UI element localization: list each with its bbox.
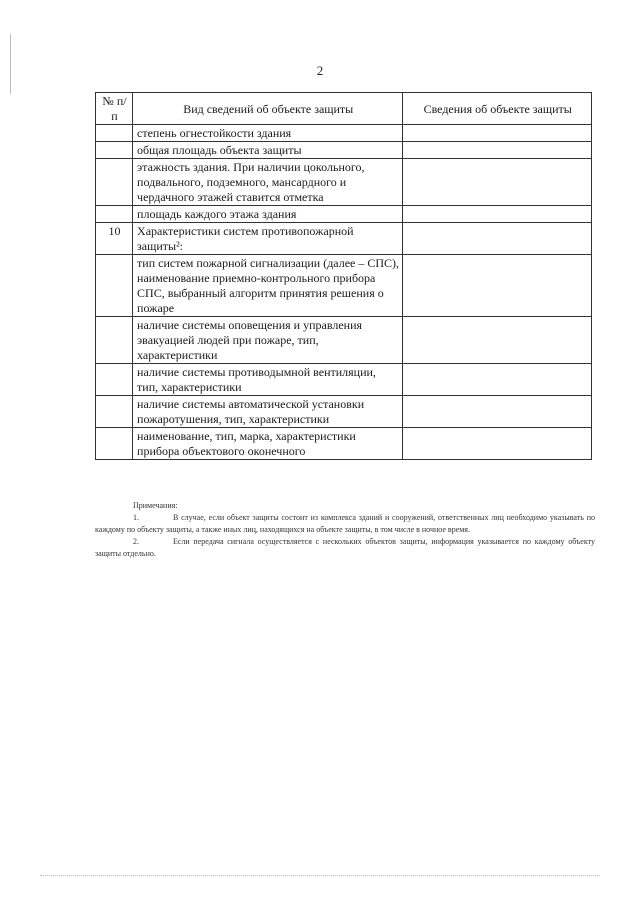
note-text: Если передача сигнала осуществляется с нескольких объектов защиты, информация указывается по каждому объекту защиты отдельно.	[95, 537, 595, 558]
notes-title: Примечания:	[133, 501, 178, 510]
row-info	[403, 125, 592, 142]
row-info	[403, 159, 592, 206]
row-kind: наличие системы оповещения и управления эвакуацией людей при пожаре, тип, характеристики	[133, 317, 403, 364]
row-info	[403, 142, 592, 159]
row-num	[96, 317, 133, 364]
header-kind: Вид сведений об объекте защиты	[133, 93, 403, 125]
note-item	[95, 536, 595, 560]
row-info	[403, 364, 592, 396]
row-kind: наименование, тип, марка, характеристики прибора объектового оконечного	[133, 428, 403, 460]
row-num	[96, 159, 133, 206]
row-info	[403, 396, 592, 428]
note-text: В случае, если объект защиты состоит из комплекса зданий и сооружений, ответственных лиц необходимо указывать по каждому по объекту защиты, а также иных лиц, находящихся на объекте защиты, в том числе в ночное время.	[95, 513, 595, 534]
table-row	[96, 396, 592, 428]
row-kind: наличие системы противодымной вентиляции, тип, характеристики	[133, 364, 403, 396]
table-header-row	[96, 93, 592, 125]
row-num	[96, 428, 133, 460]
row-num	[96, 396, 133, 428]
scan-footer-line	[40, 875, 600, 877]
row-kind: этажность здания. При наличии цокольного, подвального, подземного, мансардного и чердачного этажей ставится отметка	[133, 159, 403, 206]
row-info	[403, 223, 592, 255]
table-row	[96, 428, 592, 460]
notes-section	[95, 500, 595, 560]
table-row	[96, 317, 592, 364]
header-num: № п/п	[96, 93, 133, 125]
table-row	[96, 364, 592, 396]
table-row	[96, 223, 592, 255]
row-num	[96, 125, 133, 142]
row-kind: площадь каждого этажа здания	[133, 206, 403, 223]
table-row	[96, 255, 592, 317]
table-row	[96, 206, 592, 223]
header-info: Сведения об объекте защиты	[403, 93, 592, 125]
row-kind: Характеристики систем противопожарной защиты²:	[133, 223, 403, 255]
row-kind: степень огнестойкости здания	[133, 125, 403, 142]
page-number: 2	[316, 63, 324, 78]
row-info	[403, 317, 592, 364]
row-kind: общая площадь объекта защиты	[133, 142, 403, 159]
row-info	[403, 428, 592, 460]
row-num: 10	[96, 223, 133, 255]
note-number: 2.	[133, 537, 139, 546]
note-item	[95, 512, 595, 536]
row-num	[96, 364, 133, 396]
table-row	[96, 142, 592, 159]
row-num	[96, 255, 133, 317]
note-number: 1.	[133, 513, 139, 522]
object-info-table	[95, 92, 592, 460]
table-row	[96, 159, 592, 206]
row-info	[403, 255, 592, 317]
table-row	[96, 125, 592, 142]
row-num	[96, 142, 133, 159]
row-kind: тип систем пожарной сигнализации (далее – СПС), наименование приемно-контрольного прибора СПС, выбранный алгоритм принятия решения о пожаре	[133, 255, 403, 317]
row-kind: наличие системы автоматической установки пожаротушения, тип, характеристики	[133, 396, 403, 428]
row-num	[96, 206, 133, 223]
row-info	[403, 206, 592, 223]
